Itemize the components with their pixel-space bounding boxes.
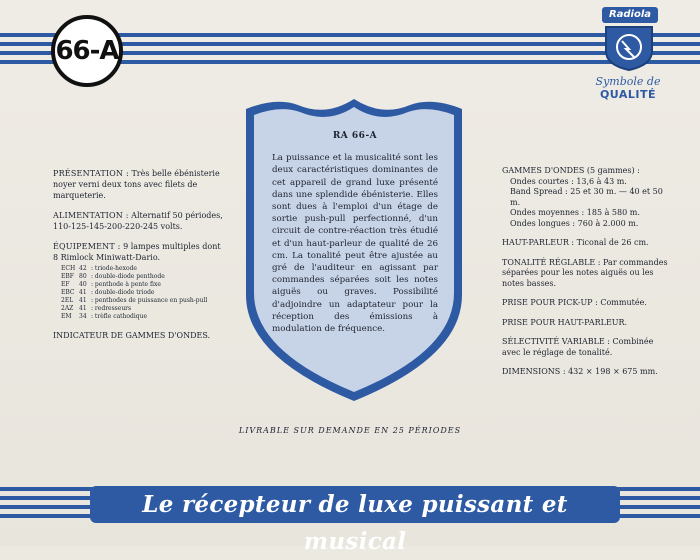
- tube-row: EM 34 : trèfle cathodique: [61, 313, 148, 320]
- logo-line2: QUALITÉ: [599, 88, 657, 101]
- logo-brand: Radiola: [602, 7, 658, 23]
- spec-presentation: PRÉSENTATION : Très belle ébénisterie noyer verni deux tons avec filets de marqueterie.: [53, 169, 220, 200]
- right-specs: [502, 166, 672, 387]
- tube-row: 2EL 41 : penthodes de puissance en push-pull: [61, 297, 208, 304]
- spec-pickup: PRISE POUR PICK-UP : Commutée.: [502, 298, 647, 307]
- tube-row: ECH 42 : triode-hexode: [61, 265, 137, 272]
- tube-row: EBF 80 : double-diode penthode: [61, 273, 165, 280]
- tube-list: [53, 265, 228, 321]
- description-title: RA 66-A: [332, 131, 378, 141]
- spec-indicateur: INDICATEUR DE GAMMES D'ONDES.: [53, 331, 211, 340]
- logo-line1: Symbole de: [595, 75, 661, 88]
- spec-haut-parleur: HAUT-PARLEUR : Ticonal de 26 cm.: [502, 238, 649, 247]
- model-badge: [51, 15, 123, 87]
- spec-prise-hp: PRISE POUR HAUT-PARLEUR.: [502, 317, 628, 327]
- spec-dimensions: DIMENSIONS : 432 × 198 × 675 mm.: [502, 367, 658, 376]
- spec-selectivite: SÉLECTIVITÉ VARIABLE : Combinée avec le réglage de tonalité.: [502, 337, 654, 357]
- spec-alimentation: ALIMENTATION : Alternatif 50 périodes, 110-125-145-200-220-245 volts.: [53, 211, 223, 231]
- description-block: [272, 130, 438, 335]
- logo-shield-icon: [604, 25, 654, 71]
- tube-row: 2AZ 41 : redresseurs: [61, 305, 132, 312]
- spec-equipement: ÉQUIPEMENT : 9 lampes multiples dont 8 Rimlock Miniwatt-Dario. ECH 42 : triode-hexode EBF 80 : double-diode penthode EF 40 : penthode à pente fixe EBC 41 : double-diode triode 2EL 41 : penthodes de puissance en push-pull 2AZ 41 : redresseurs EM 34 : trèfle cathodique: [53, 241, 228, 321]
- description-body: La puissance et la musicalité sont les deux caractéristiques dominantes de cet appareil de grand luxe présenté dans une splendide ébénisterie. Elles sont dues à l'emploi d'un étage de sortie push-pull perfectionné, d'un circuit de contre-réaction très étudié et d'un haut-parleur de qualité de 26 cm. La tonalité peut être ajustée au gré de l'auditeur en agissant par commandes séparées soit les notes aiguës ou graves. Possibilité d'adjoindre un adaptateur pour la réception des émissions à modulation de fréquence.: [272, 153, 438, 335]
- slogan-banner: Le récepteur de luxe puissant et musical: [90, 486, 620, 523]
- tube-row: EBC 41 : double-diode triode: [61, 289, 155, 296]
- spec-gammes: GAMMES D'ONDES (5 gammes) : Ondes courtes : 13,6 à 43 m. Band Spread : 25 et 30 m. — 40 et 50 m. Ondes moyennes : 185 à 580 m. Ondes longues : 760 à 2.000 m.: [502, 166, 663, 228]
- spec-tonalite: TONALITÉ RÉGLABLE : Par commandes séparées pour les notes aiguës ou les notes basses.: [502, 257, 668, 288]
- tube-row: EF 40 : penthode à pente fixe: [61, 281, 161, 288]
- left-specs: [53, 168, 228, 350]
- radiola-logo: [588, 5, 668, 105]
- model-number: 66-A: [55, 36, 119, 66]
- livrable-note: LIVRABLE SUR DEMANDE EN 25 PÉRIODES: [238, 426, 462, 435]
